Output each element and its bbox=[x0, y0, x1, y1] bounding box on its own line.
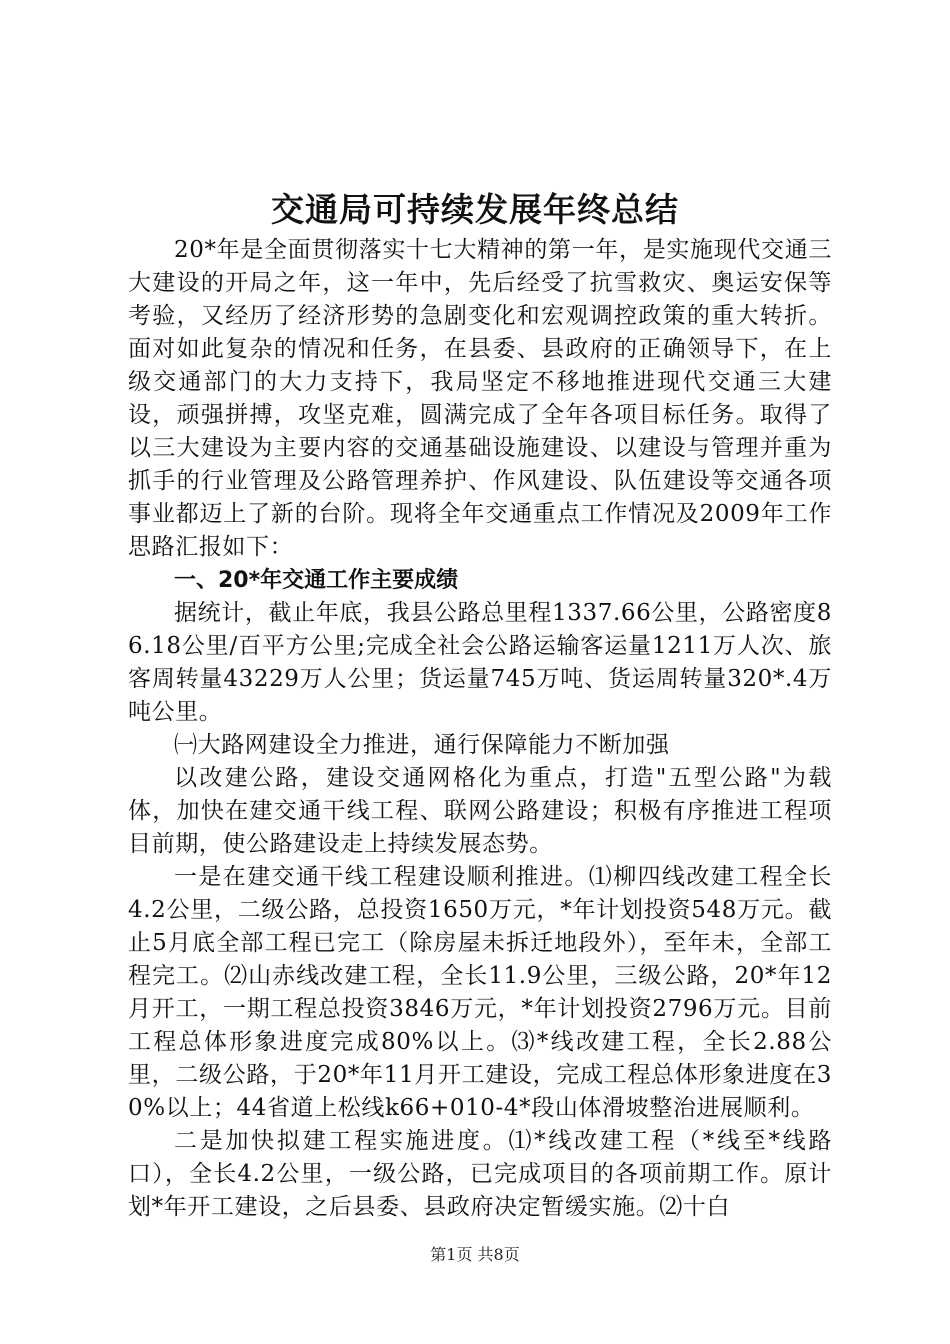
subsection-heading: ㈠大路网建设全力推进，通行保障能力不断加强 bbox=[174, 732, 670, 758]
planned-projects-paragraph: 二是加快拟建工程实施进度。⑴*线改建工程（*线至*线路口），全长4.2公里，一级公路，已完成项目的各项前期工作。原计划*年开工建设，之后县委、县政府决定暂缓实施。⑵十白 bbox=[128, 1128, 832, 1220]
intro-paragraph: 20*年是全面贯彻落实十七大精神的第一年，是实施现代交通三大建设的开局之年，这一年中，先后经受了抗雪救灾、奥运安保等考验，又经历了经济形势的急剧变化和宏观调控政策的重大转折。面对如此复杂的情况和任务，在县委、县政府的正确领导下，在上级交通部门的大力支持下，我局坚定不移地推进现代交通三大建设，顽强拼搏，攻坚克难，圆满完成了全年各项目标任务。取得了以三大建设为主要内容的交通基础设施建设、以建设与管理并重为抓手的行业管理及公路管理养护、作风建设、队伍建设等交通各项事业都迈上了新的台阶。现将全年交通重点工作情况及2009年工作思路汇报如下： bbox=[128, 237, 832, 560]
statistics-paragraph: 据统计，截止年底，我县公路总里程1337.66公里，公路密度86.18公里/百平方公里;完成全社会公路运输客运量1211万人次、旅客周转量43229万人公里；货运量745万吨、货运周转量320*.4万吨公里。 bbox=[128, 600, 832, 725]
trunk-line-paragraph: 一是在建交通干线工程建设顺利推进。⑴柳四线改建工程全长4.2公里，二级公路，总投资1650万元，*年计划投资548万元。截止5月底全部工程已完工（除房屋未拆迁地段外），至年未，全部工程完工。⑵山赤线改建工程，全长11.9公里，三级公路，20*年12月开工，一期工程总投资3846万元，*年计划投资2796万元。目前工程总体形象进度完成80%以上。⑶*线改建工程，全长2.88公里，二级公路，于20*年11月开工建设，完成工程总体形象进度在30%以上；44省道上松线k66+010-4*段山体滑坡整治进展顺利。 bbox=[128, 864, 832, 1121]
page-number-footer: 第1页 共8页 bbox=[430, 1245, 520, 1264]
document-title: 交通局可持续发展年终总结 bbox=[271, 190, 679, 229]
road-network-paragraph: 以改建公路，建设交通网格化为重点，打造"五型公路"为载体，加快在建交通干线工程、联网公路建设；积极有序推进工程项目前期，使公路建设走上持续发展态势。 bbox=[128, 765, 832, 857]
section-heading: 一、20*年交通工作主要成绩 bbox=[174, 568, 459, 593]
document-body bbox=[128, 234, 832, 1224]
